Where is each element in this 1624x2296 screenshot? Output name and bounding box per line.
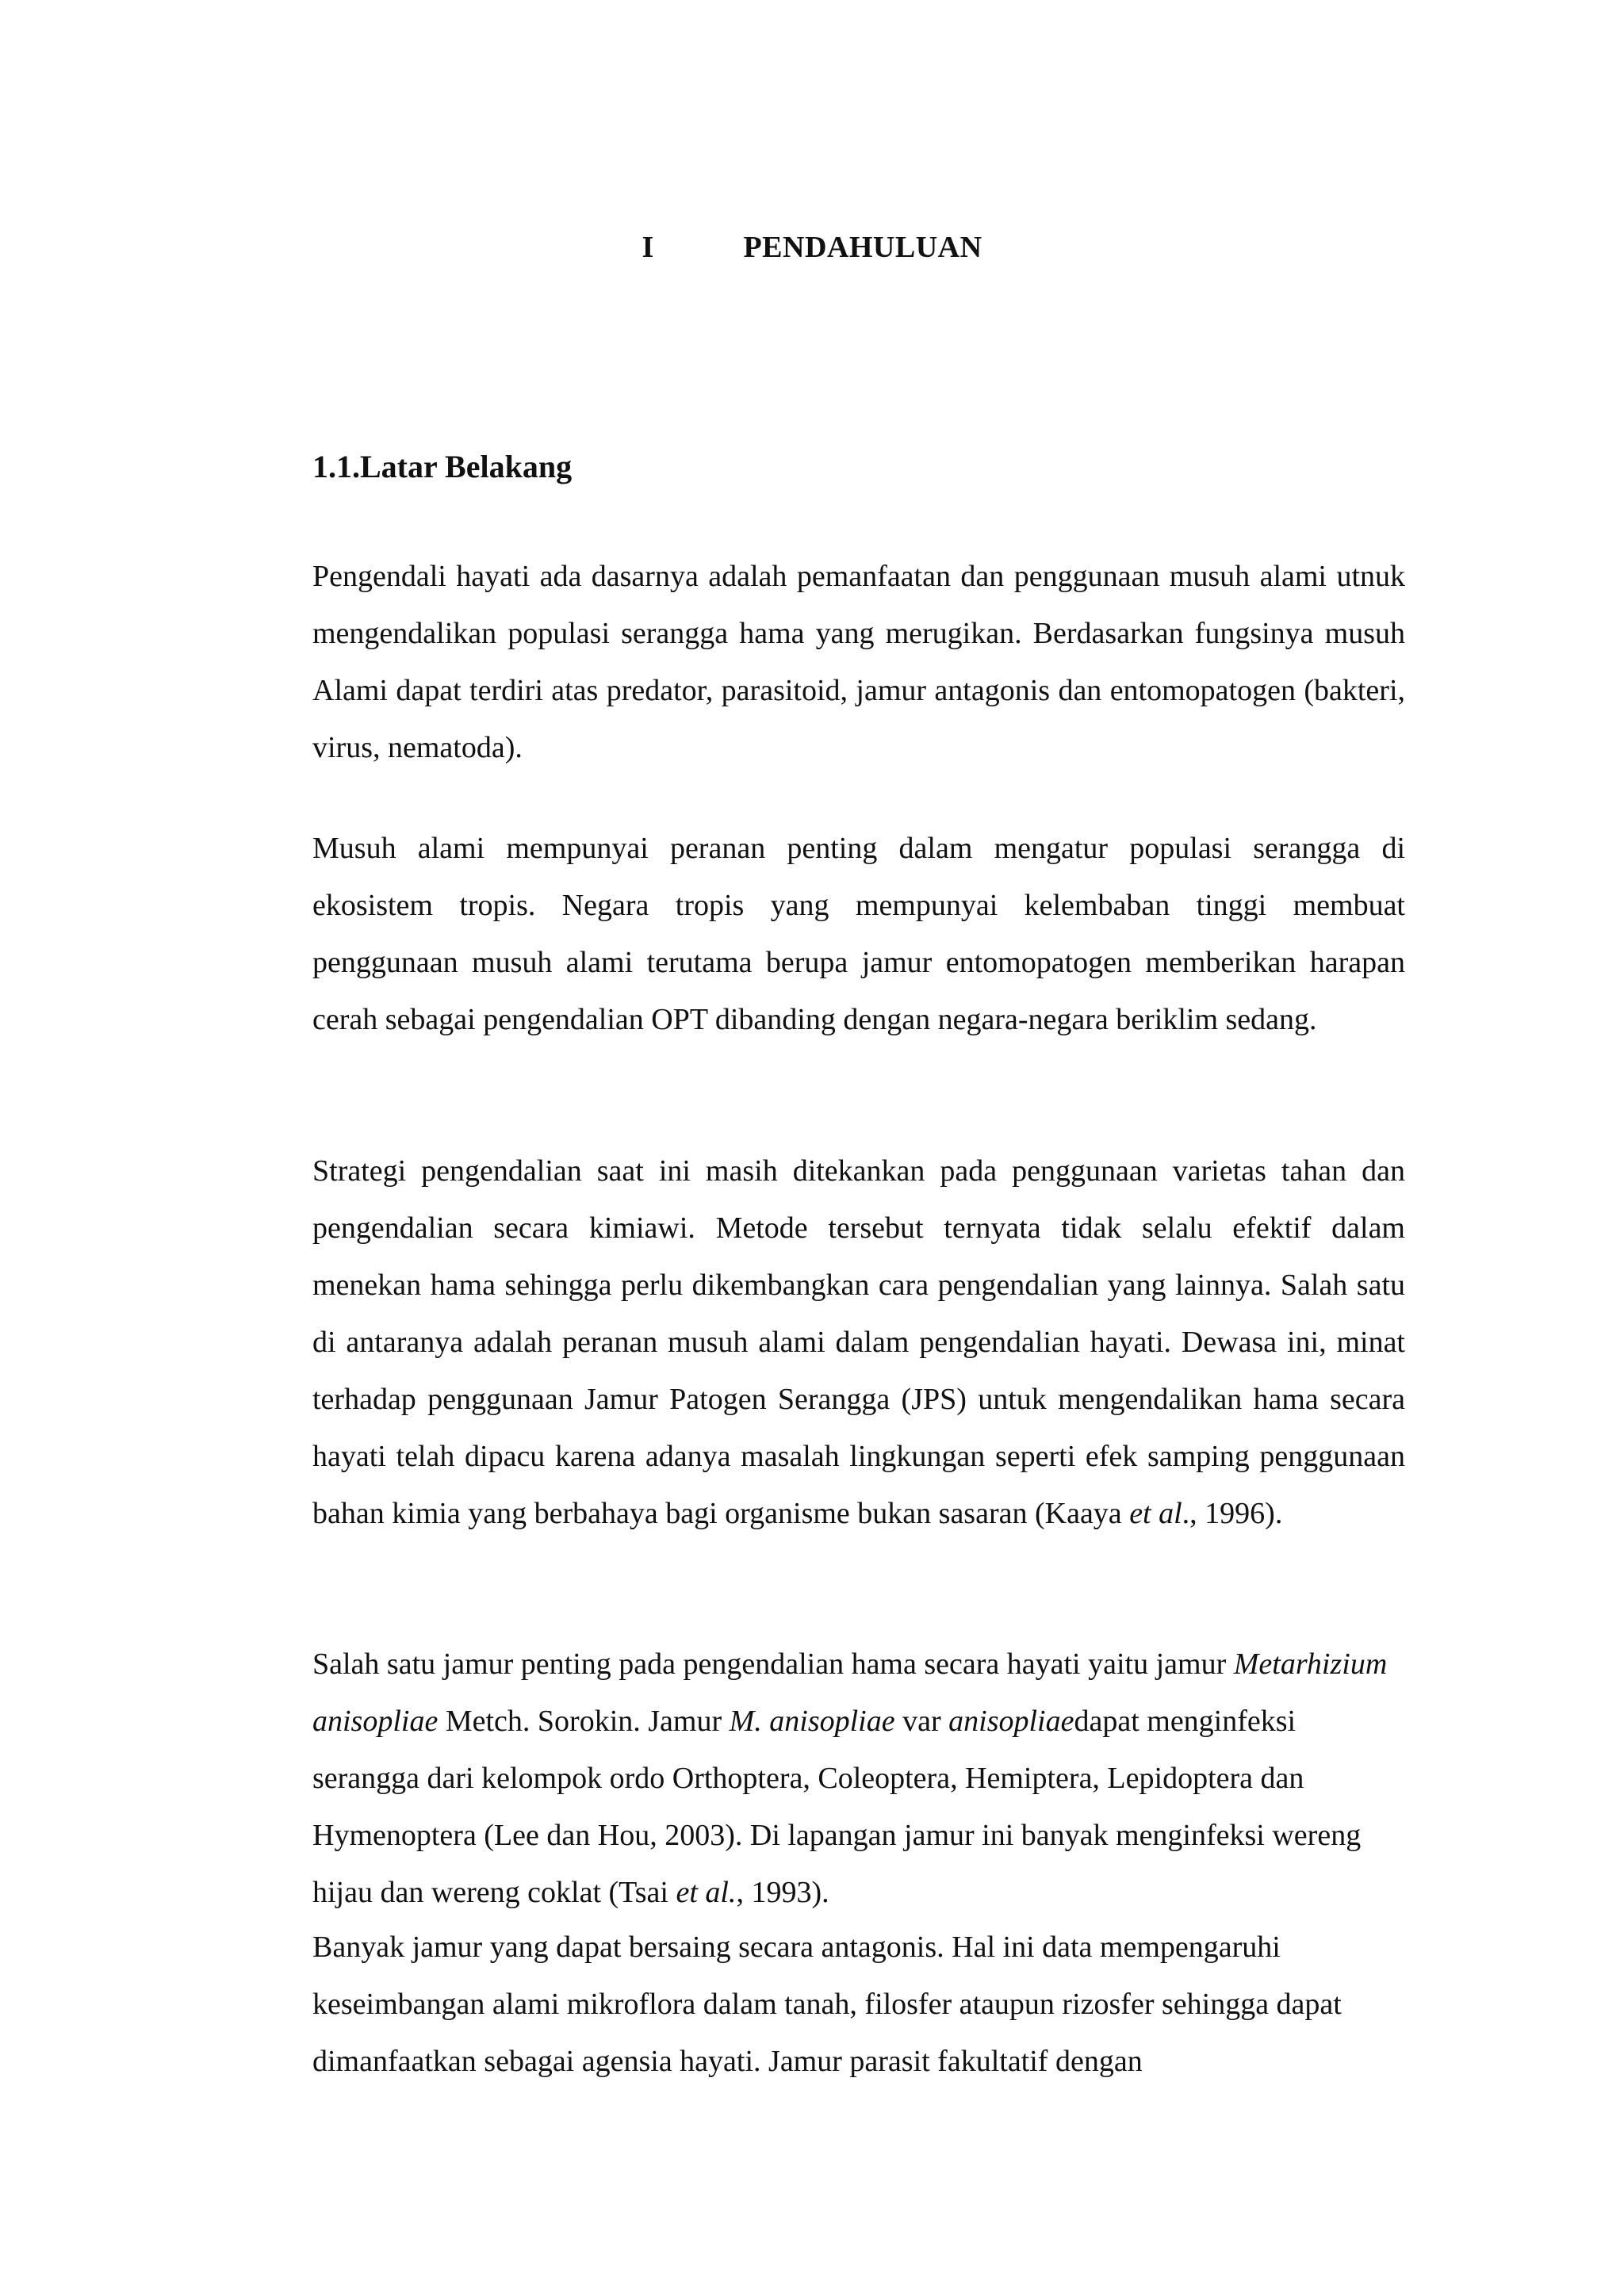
paragraph-4-text-d: dapat menginfeksi serangga dari kelompok ordo Orthoptera, Coleoptera, Hemiptera, Lepidoptera dan Hymenoptera (Lee dan Hou, 2003). Di lapangan jamur ini banyak menginfeksi wereng hijau dan wereng coklat (Tsai: [312, 1705, 1362, 1909]
paragraph-2: Musuh alami mempunyai peranan penting dalam mengatur populasi serangga di ekosistem tropis. Negara tropis yang mempunyai kelembaban tinggi membuat penggunaan musuh alami terutama berupa jamur entomopatogen memberikan harapan cerah sebagai pengendalian OPT dibanding dengan negara-negara beriklim sedang.: [312, 832, 1405, 1036]
paragraph-3-text: Strategi pengendalian saat ini masih ditekankan pada penggunaan varietas tahan dan pengendalian secara kimiawi. Metode tersebut ternyata tidak selalu efektif dalam menekan hama sehingga perlu dikembangkan cara pengendalian yang lainnya. Salah satu di antaranya adalah peranan musuh alami dalam pengendalian hayati. Dewasa ini, minat terhadap penggunaan Jamur Patogen Serangga (JPS) untuk mengendalikan hama secara hayati telah dipacu karena adanya masalah lingkungan seperti efek samping penggunaan bahan kimia yang berbahaya bagi organisme bukan sasaran (Kaaya: [312, 1154, 1405, 1530]
paragraph-3-citation-end: ., 1996).: [1182, 1497, 1283, 1530]
variety-name: anisopliae: [948, 1705, 1074, 1738]
paragraph-4-text-c: var: [894, 1705, 949, 1738]
species-name-abbrev: M. anisopliae: [729, 1705, 895, 1738]
paragraph-4: [312, 1636, 1391, 1921]
paragraph-4-text-a: Salah satu jamur penting pada pengendalian hama secara hayati yaitu jamur: [312, 1647, 1234, 1681]
chapter-number: I: [642, 231, 654, 264]
paragraph-5: Banyak jamur yang dapat bersaing secara antagonis. Hal ini data mempengaruhi keseimbangan alami mikroflora dalam tanah, filosfer ataupun rizosfer sehingga dapat dimanfaatkan sebagai agensia hayati. Jamur parasit fakultatif dengan: [312, 1931, 1342, 2078]
paragraph-1: Pengendali hayati ada dasarnya adalah pemanfaatan dan penggunaan musuh alami utnuk mengendalikan populasi serangga hama yang merugikan. Berdasarkan fungsinya musuh Alami dapat terdiri atas predator, parasitoid, jamur antagonis dan entomopatogen (bakteri, virus, nematoda).: [312, 560, 1405, 764]
chapter-name: PENDAHULUAN: [743, 231, 982, 264]
paragraph-4-et-al: et al.: [676, 1876, 737, 1909]
paragraph-3-et-al: et al: [1129, 1497, 1182, 1530]
species-name-metarhizium: Metarhizium anisopliae: [312, 1647, 1388, 1738]
section-heading: 1.1.Latar Belakang: [312, 449, 573, 484]
paragraph-4-text-b: Metch. Sorokin. Jamur: [438, 1705, 730, 1738]
paragraph-4-citation-end: , 1993).: [736, 1876, 829, 1909]
paragraph-3: [312, 1142, 1405, 1542]
chapter-title: [0, 230, 1624, 265]
